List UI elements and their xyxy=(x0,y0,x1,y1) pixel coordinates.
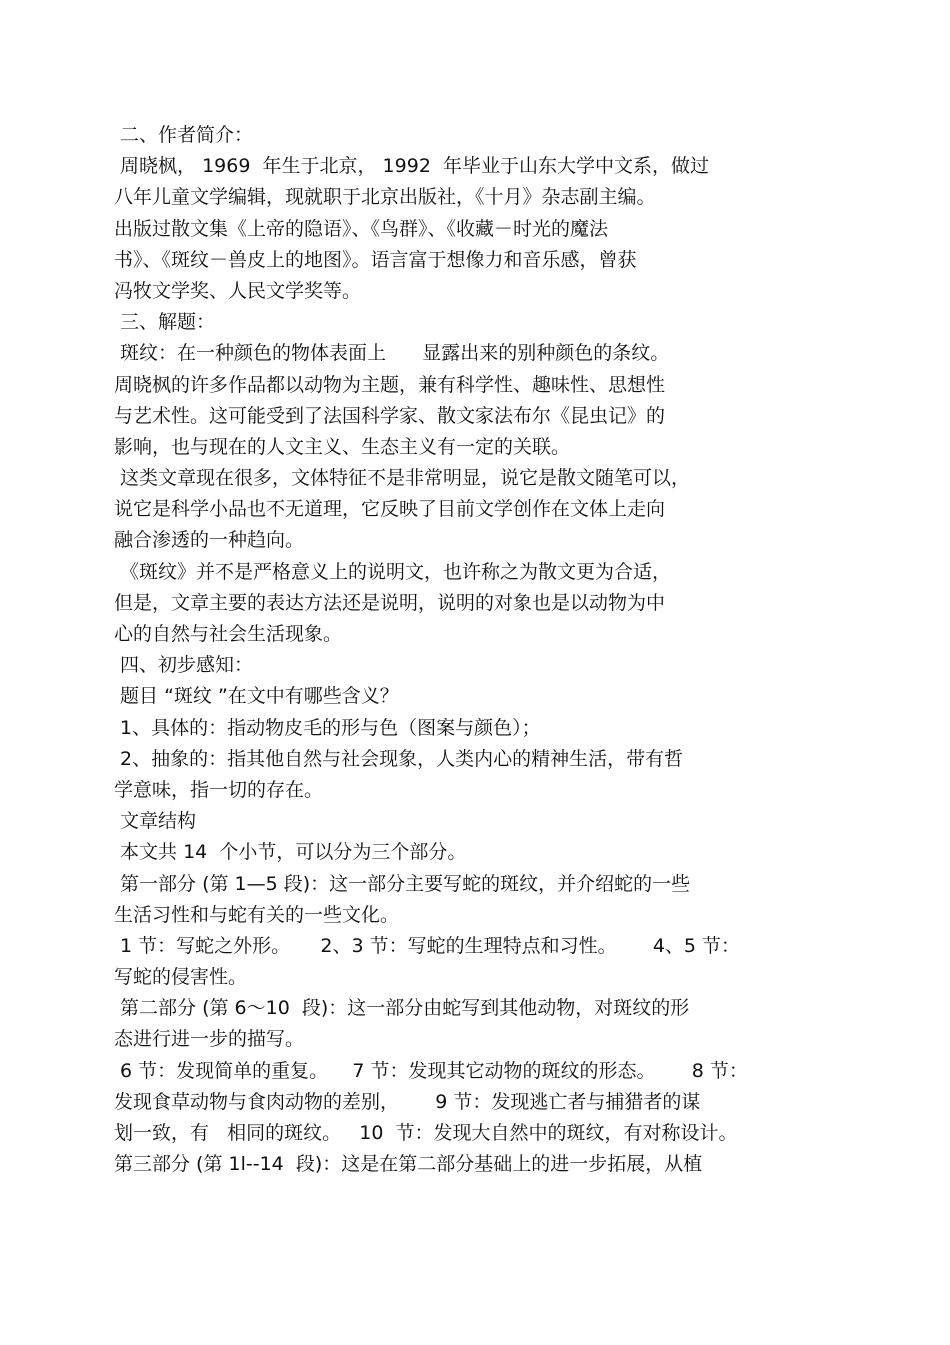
text-line: 心的自然与社会生活现象。 xyxy=(114,623,343,645)
text-line: 划一致，有 相同的斑纹。 10 节：发现大自然中的斑纹，有对称设计。 xyxy=(114,1122,738,1144)
text-line: 影响，也与现在的人文主义、生态主义有一定的关联。 xyxy=(114,435,571,458)
text-line: 第二部分 (第 6～10 段)：这一部分由蛇写到其他动物，对斑纹的形 xyxy=(114,997,690,1020)
section-heading-initial-perception: 四、初步感知： xyxy=(114,654,254,677)
text-line: 1 节：写蛇之外形。 2、3 节：写蛇的生理特点和习性。 4、5 节： xyxy=(114,934,741,957)
text-line: 6 节：发现简单的重复。 7 节：发现其它动物的斑纹的形态。 8 节： xyxy=(114,1059,748,1082)
text-line: 态进行进一步的描写。 xyxy=(114,1028,305,1051)
text-line: 与艺术性。这可能受到了法国科学家、散文家法布尔《昆虫记》的 xyxy=(114,404,666,427)
text-line: 题目 “斑纹 ”在文中有哪些含义？ xyxy=(114,685,399,708)
text-line: 冯牧文学奖、人民文学奖等。 xyxy=(114,279,362,302)
text-line: 《斑纹》并不是严格意义上的说明文，也许称之为散文更为合适， xyxy=(114,560,672,583)
text-line: 说它是科学小品也不无道理，它反映了目前文学创作在文体上走向 xyxy=(114,498,666,521)
text-line: 这类文章现在很多，文体特征不是非常明显，说它是散文随笔可以， xyxy=(114,467,691,490)
text-line: 斑纹：在一种颜色的物体表面上 显露出来的别种颜色的条纹。 xyxy=(114,342,670,365)
section-heading-author: 二、作者简介： xyxy=(114,124,254,146)
text-line: 第一部分 (第 1—5 段)：这一部分主要写蛇的斑纹，并介绍蛇的一些 xyxy=(114,872,691,895)
text-line: 八年儿童文学编辑，现就职于北京出版社，《十月》杂志副主编。 xyxy=(114,186,656,209)
text-line: 但是，文章主要的表达方法还是说明，说明的对象也是以动物为中 xyxy=(114,591,666,614)
section-heading-structure: 文章结构 xyxy=(114,810,197,833)
text-line: 第三部分 (第 1l--14 段)：这是在第二部分基础上的进一步拓展，从植 xyxy=(114,1153,703,1176)
text-line: 1、具体的：指动物皮毛的形与色（图案与颜色）； xyxy=(114,716,541,739)
text-line: 生活习性和与蛇有关的一些文化。 xyxy=(114,903,400,926)
section-heading-title-explanation: 三、解题： xyxy=(114,311,216,334)
text-line: 周晓枫， 1969 年生于北京， 1992 年毕业于山东大学中文系，做过 xyxy=(114,155,709,178)
text-line: 本文共 14 个小节，可以分为三个部分。 xyxy=(114,841,467,864)
document-body xyxy=(114,120,834,1180)
text-line: 书》、《斑纹－兽皮上的地图》。语言富于想像力和音乐感，曾获 xyxy=(114,248,637,271)
text-line: 出版过散文集《上帝的隐语》、《鸟群》、《收藏－时光的魔法 xyxy=(114,217,609,240)
text-line: 融合渗透的一种趋向。 xyxy=(114,529,305,552)
text-line: 写蛇的侵害性。 xyxy=(114,966,248,989)
text-line: 周晓枫的许多作品都以动物为主题，兼有科学性、趣味性、思想性 xyxy=(114,373,666,396)
text-line: 2、抽象的：指其他自然与社会现象，人类内心的精神生活，带有哲 xyxy=(114,747,684,770)
text-line: 学意味，指一切的存在。 xyxy=(114,778,324,801)
text-line: 发现食草动物与食肉动物的差别， 9 节：发现逃亡者与捕猎者的谋 xyxy=(114,1090,701,1113)
